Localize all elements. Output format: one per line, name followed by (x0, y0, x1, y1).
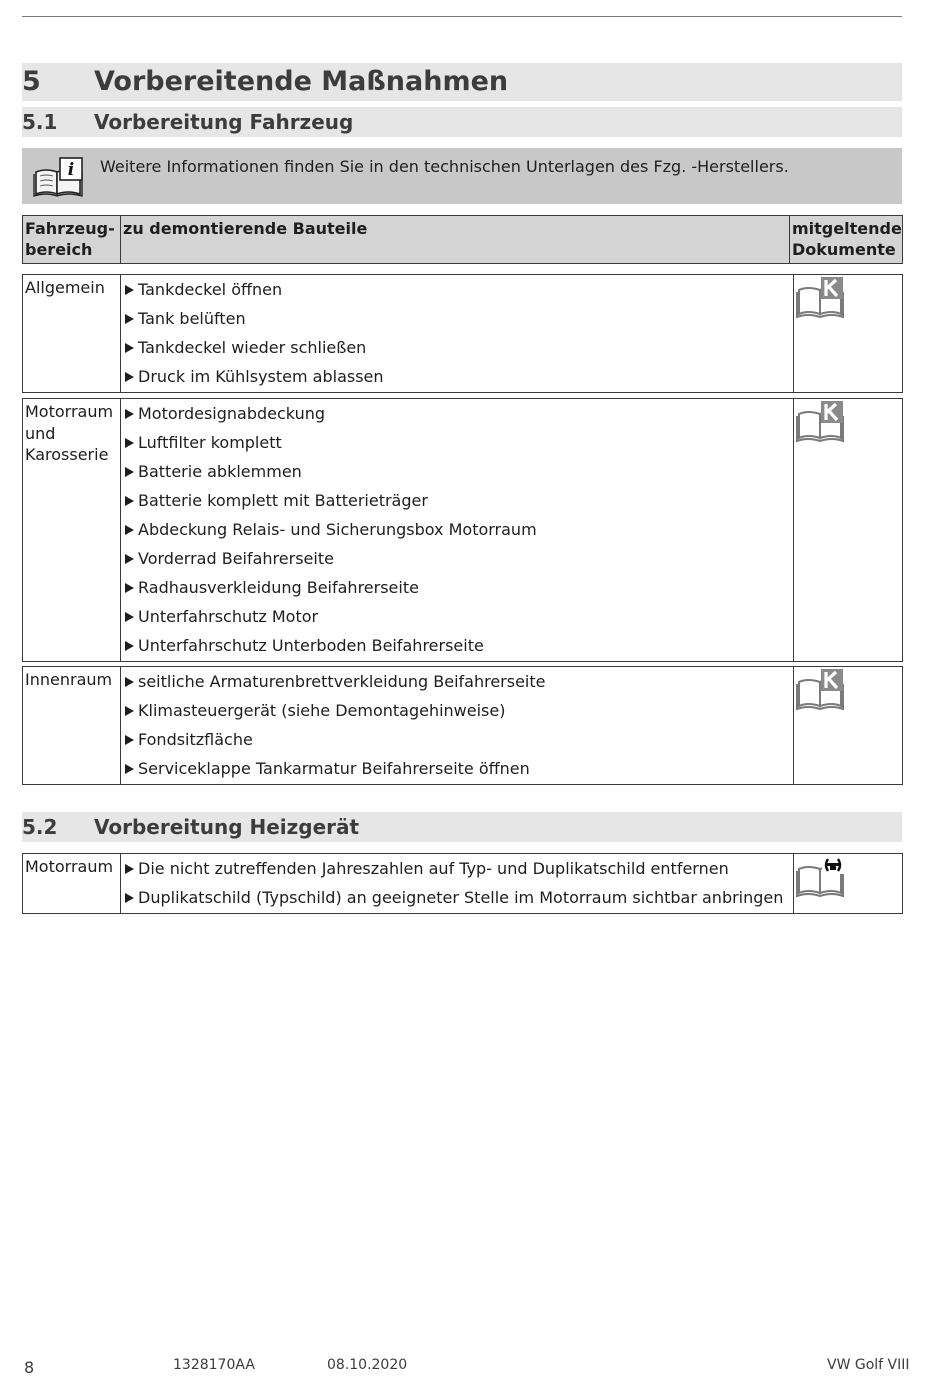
section-number: 5.2 (22, 815, 58, 839)
list-item: Unterfahrschutz Motor (125, 603, 793, 632)
list-item: Unterfahrschutz Unterboden Beifahrerseite (125, 632, 793, 661)
area-cell: Allgemein (23, 275, 121, 393)
svg-text:i: i (67, 160, 75, 180)
page-number: 8 (24, 1358, 35, 1377)
table1-row-allgemein (22, 274, 903, 393)
list-item: Tankdeckel öffnen (125, 276, 793, 305)
top-rule (22, 16, 902, 17)
doc-number: 1328170AA (173, 1357, 255, 1373)
vehicle-name: VW Golf VIII (827, 1357, 910, 1373)
documents-cell (794, 667, 903, 785)
section-title: Vorbereitung Fahrzeug (94, 110, 354, 134)
documents-cell (794, 275, 903, 393)
info-box (22, 148, 902, 204)
chapter-heading (22, 63, 902, 101)
list-item: Tank belüften (125, 305, 793, 334)
section-title: Vorbereitung Heizgerät (94, 815, 360, 839)
area-cell: Motorraum und Karosserie (23, 399, 121, 662)
area-cell: Innenraum (23, 667, 121, 785)
components-cell (121, 854, 794, 914)
book-k-icon (796, 276, 846, 320)
area-cell: Motorraum (23, 854, 121, 914)
section-heading-5-1 (22, 107, 902, 137)
list-item: Batterie abklemmen (125, 458, 793, 487)
header-documents: mitgeltende Dokumente (790, 216, 903, 264)
components-cell (121, 399, 794, 662)
table1-header (22, 215, 903, 264)
list-item: Serviceklappe Tankarmatur Beifahrerseite öffnen (125, 755, 793, 784)
table1-row-motorraum-karosserie (22, 398, 903, 662)
header-vehicle-area: Fahrzeug- bereich (23, 216, 121, 264)
chapter-title: Vorbereitende Maßnahmen (94, 66, 509, 97)
book-k-icon (796, 668, 846, 712)
documents-cell (794, 399, 903, 662)
chapter-number: 5 (22, 66, 41, 97)
list-item: Vorderrad Beifahrerseite (125, 545, 793, 574)
documents-cell (794, 854, 903, 914)
list-item: Klimasteuergerät (siehe Demontagehinweise) (125, 697, 793, 726)
list-item: Tankdeckel wieder schließen (125, 334, 793, 363)
section-number: 5.1 (22, 110, 58, 134)
list-item: Abdeckung Relais- und Sicherungsbox Motorraum (125, 516, 793, 545)
doc-date: 08.10.2020 (327, 1357, 408, 1373)
info-book-icon (32, 156, 88, 198)
list-item: Luftfilter komplett (125, 429, 793, 458)
header-components: zu demontierende Bauteile (121, 216, 790, 264)
list-item: Druck im Kühlsystem ablassen (125, 363, 793, 392)
book-heater-icon (796, 855, 846, 899)
list-item: seitliche Armaturenbrettverkleidung Beifahrerseite (125, 668, 793, 697)
info-text: Weitere Informationen finden Sie in den technischen Unterlagen des Fzg. -Herstellers. (100, 157, 789, 176)
list-item: Fondsitzfläche (125, 726, 793, 755)
list-item: Duplikatschild (Typschild) an geeigneter Stelle im Motorraum sichtbar anbringen (125, 884, 793, 913)
components-cell (121, 667, 794, 785)
section-heading-5-2 (22, 812, 902, 842)
list-item: Radhausverkleidung Beifahrerseite (125, 574, 793, 603)
list-item: Die nicht zutreffenden Jahreszahlen auf Typ- und Duplikatschild entfernen (125, 855, 793, 884)
table2-row-motorraum (22, 853, 903, 914)
list-item: Motordesignabdeckung (125, 400, 793, 429)
components-cell (121, 275, 794, 393)
book-k-icon (796, 400, 846, 444)
table1-row-innenraum (22, 666, 903, 785)
list-item: Batterie komplett mit Batterieträger (125, 487, 793, 516)
